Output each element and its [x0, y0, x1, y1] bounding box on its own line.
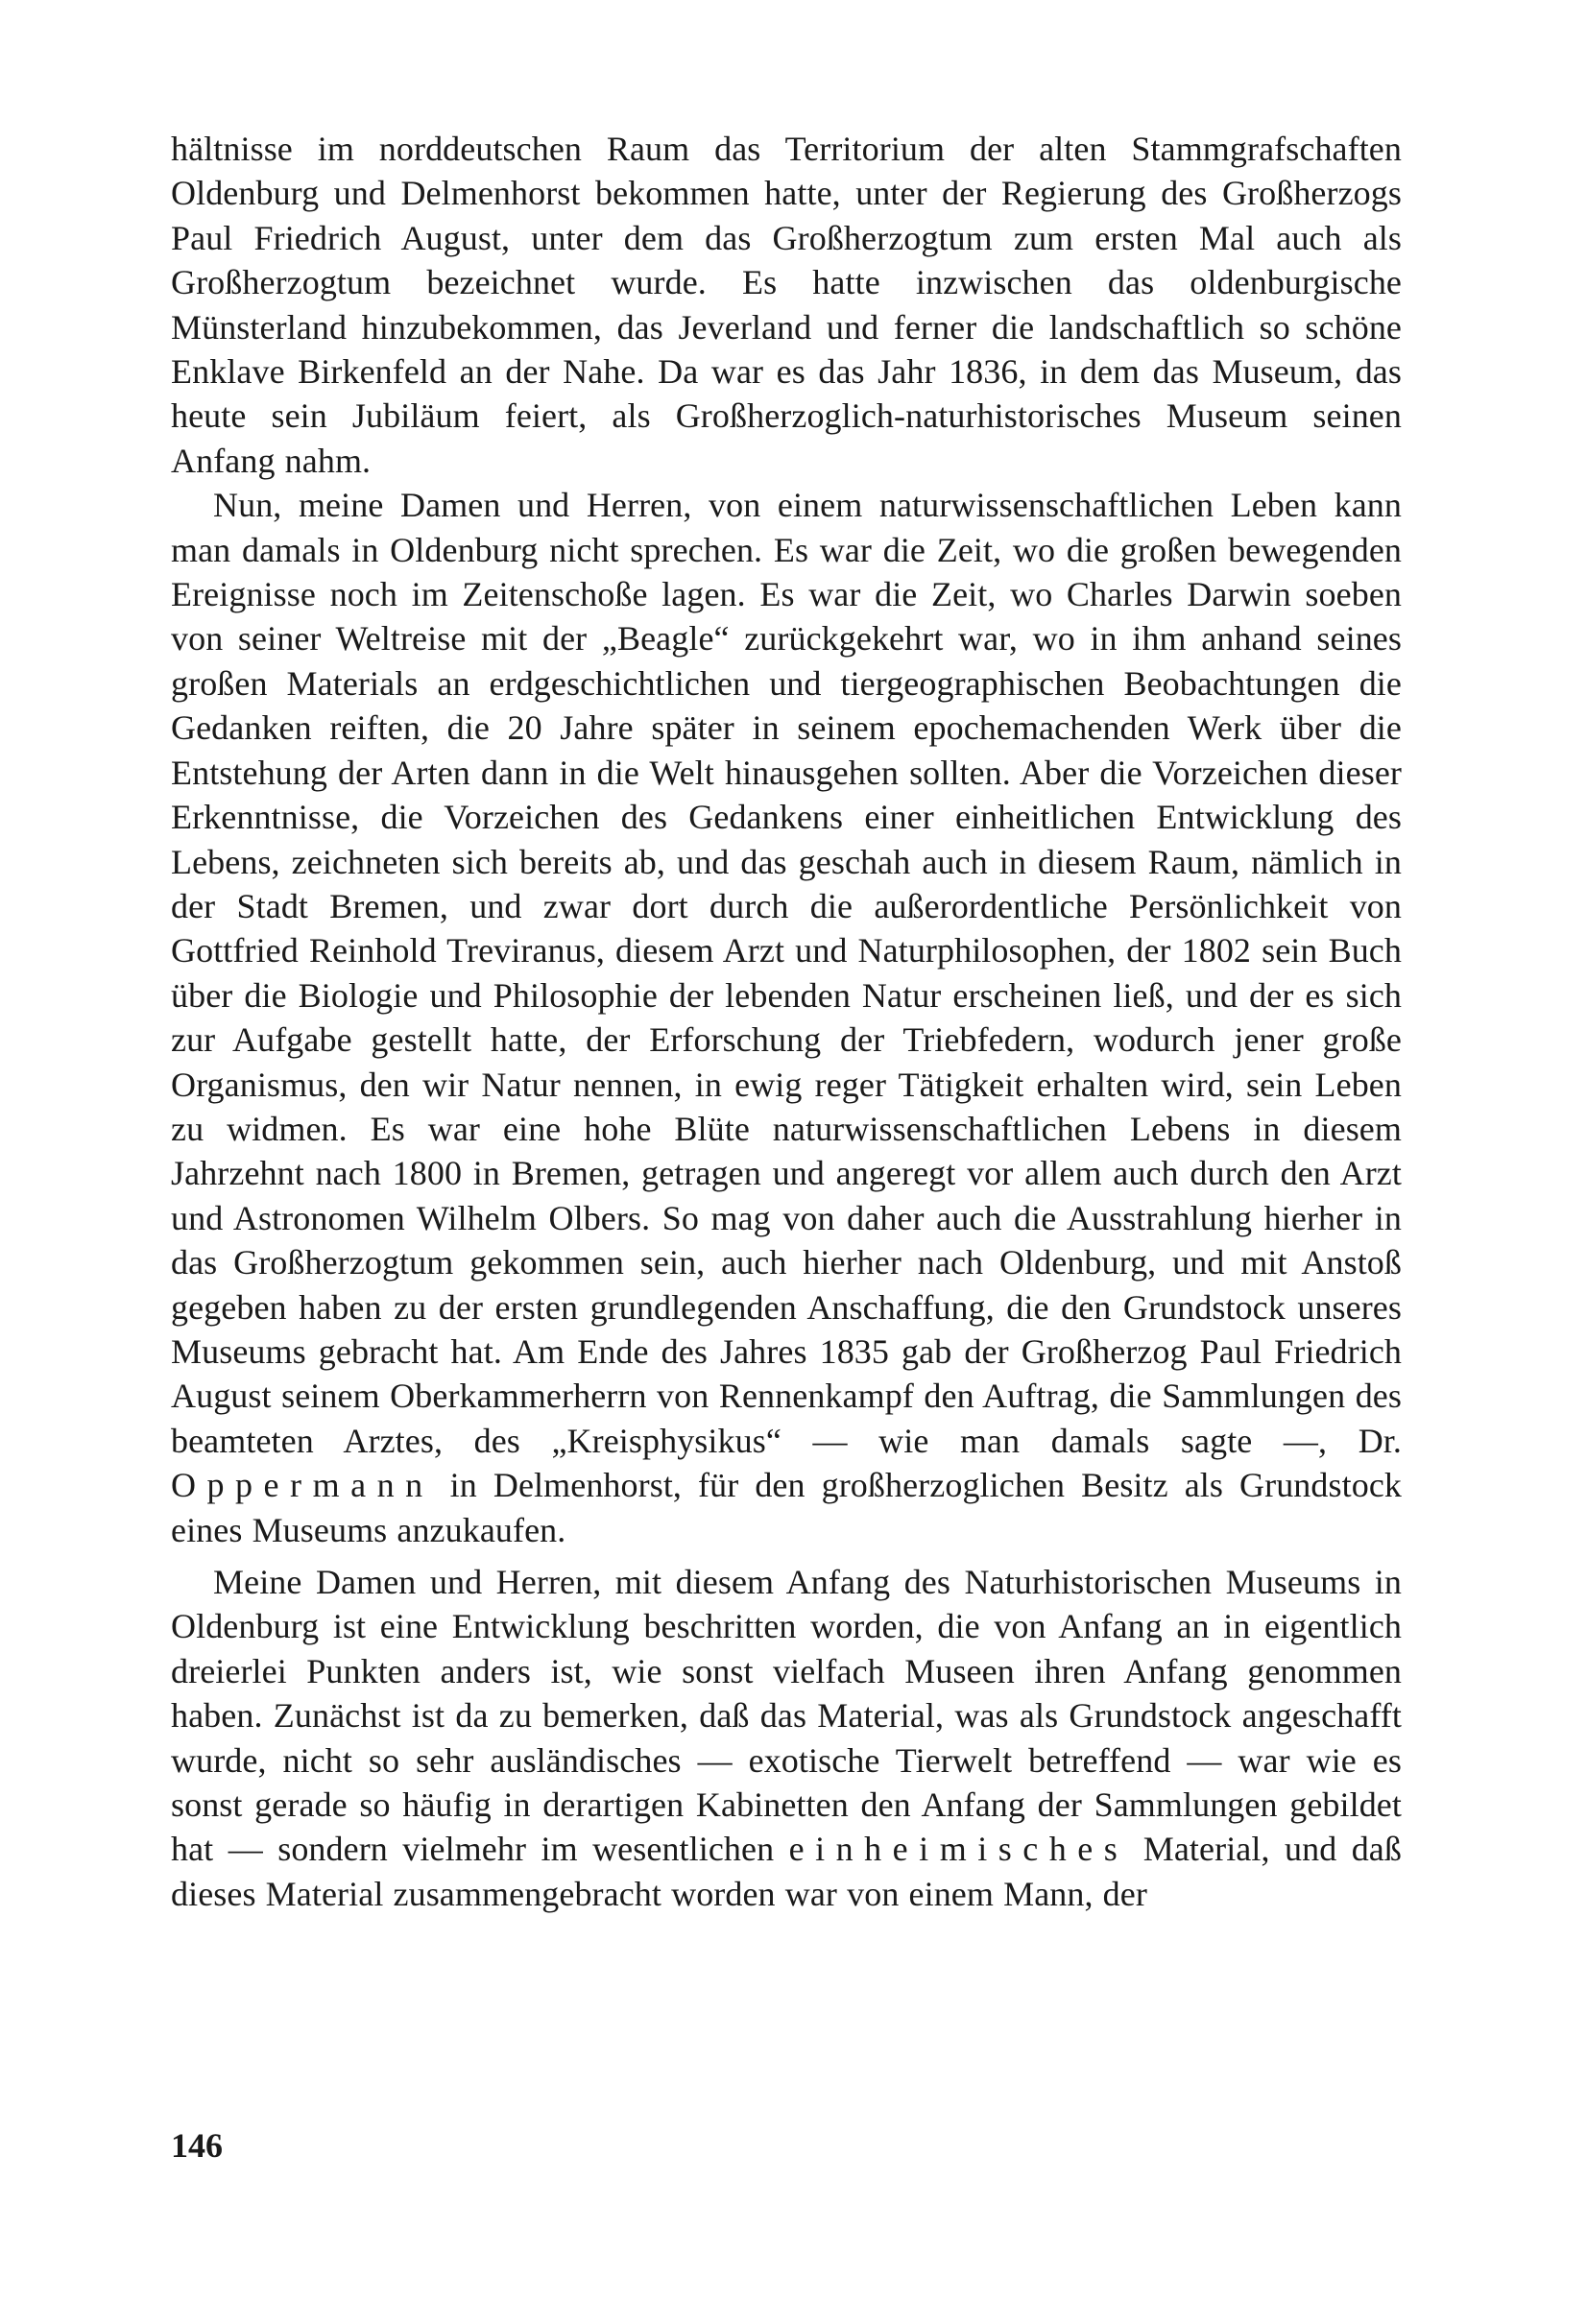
book-page-text — [171, 127, 1402, 1916]
paragraph-3-text-before: Meine Damen und Herren, mit diesem Anfang des Naturhistorischen Museums in Oldenburg ist eine Entwicklung beschritten worden, die von Anfang an in eigentlich dreierlei Punkten anders ist, wie sonst vielfach Museen ihren Anfang genommen haben. Zunächst ist da zu bemerken, daß das Material, was als Grundstock angeschafft wurde, nicht so sehr ausländisches — exotische Tierwelt betreffend — war wie es sonst gerade so häufig in derartigen Kabinetten den Anfang der Sammlungen gebildet hat — sondern vielmehr im wesentlichen — [171, 1563, 1402, 1869]
spaced-word-einheimisches: einheimisches — [788, 1830, 1129, 1869]
paragraph-museum-beginning — [171, 1560, 1402, 1916]
paragraph-2-text-before: Nun, meine Damen und Herren, von einem naturwissenschaftlichen Leben kann man damals in Oldenburg nicht sprechen. Es war die Zeit, wo die großen bewegenden Ereignisse noch im Zeitenschoße lagen. Es war die Zeit, wo Charles Darwin soeben von seiner Weltreise mit der „Beagle“ zurückgekehrt war, wo in ihm anhand seines großen Materials an erdgeschichtlichen und tiergeographischen Beobachtungen die Gedanken reiften, die 20 Jahre später in seinem epochemachenden Werk über die Entstehung der Arten dann in die Welt hinausgehen sollten. Aber die Vorzeichen dieser Erkenntnisse, die Vorzeichen des Gedankens einer einheitlichen Entwicklung des Lebens, zeichneten sich bereits ab, und das geschah auch in diesem Raum, nämlich in der Stadt Bremen, und zwar dort durch die außerordentliche Persönlichkeit von Gottfried Reinhold Treviranus, diesem Arzt und Naturphilosophen, der 1802 sein Buch über die Biologie und Philosophie der lebenden Natur erscheinen ließ, und der es sich zur Aufgabe gestellt hatte, der Erforschung der Triebfedern, wodurch jener große Organismus, den wir Natur nennen, in ewig reger Tätigkeit erhalten wird, sein Leben zu widmen. Es war eine hohe Blüte naturwissenschaftlichen Lebens in diesem Jahrzehnt nach 1800 in Bremen, getragen und angeregt vor allem auch durch den Arzt und Astronomen Wilhelm Olbers. So mag von daher auch die Ausstrahlung hierher in das Großherzogtum gekommen sein, auch hierher nach Oldenburg, und mit Anstoß gegeben haben zu der ersten grundlegenden Anschaffung, die den Grundstock unseres Museums gebracht hat. Am Ende des Jahres 1835 gab der Großherzog Paul Friedrich August seinem Oberkammerherrn von Rennenkampf den Auftrag, die Sammlungen des beamteten Arztes, des „Kreisphysikus“ — wie man damals sagte —, Dr. — [171, 486, 1402, 1460]
paragraph-continuation — [171, 127, 1402, 483]
paragraph-2-text-after: in Delmenhorst, für den großherzoglichen Besitz als Grundstock eines Museums anzukaufen. — [171, 1466, 1402, 1549]
paragraph-3-text-after: Material, und daß dieses Material zusammengebracht worden war von einem Mann, der — [171, 1830, 1402, 1913]
page-number: 146 — [171, 2126, 223, 2165]
spaced-name-oppermann: Oppermann — [171, 1466, 434, 1505]
paragraph-museum-history — [171, 483, 1402, 1552]
paragraph-1-text: hältnisse im norddeutschen Raum das Territorium der alten Stammgrafschaften Oldenburg und Delmenhorst bekommen hatte, unter der Regierung des Großherzogs Paul Friedrich August, unter dem das Großherzogtum zum ersten Mal auch als Großherzogtum bezeichnet wurde. Es hatte inzwischen das oldenburgische Münsterland hinzubekommen, das Jeverland und ferner die landschaftlich so schöne Enklave Birkenfeld an der Nahe. Da war es das Jahr 1836, in dem das Museum, das heute sein Jubiläum feiert, als Großherzoglich-naturhistorisches Museum seinen Anfang nahm. — [171, 130, 1402, 480]
